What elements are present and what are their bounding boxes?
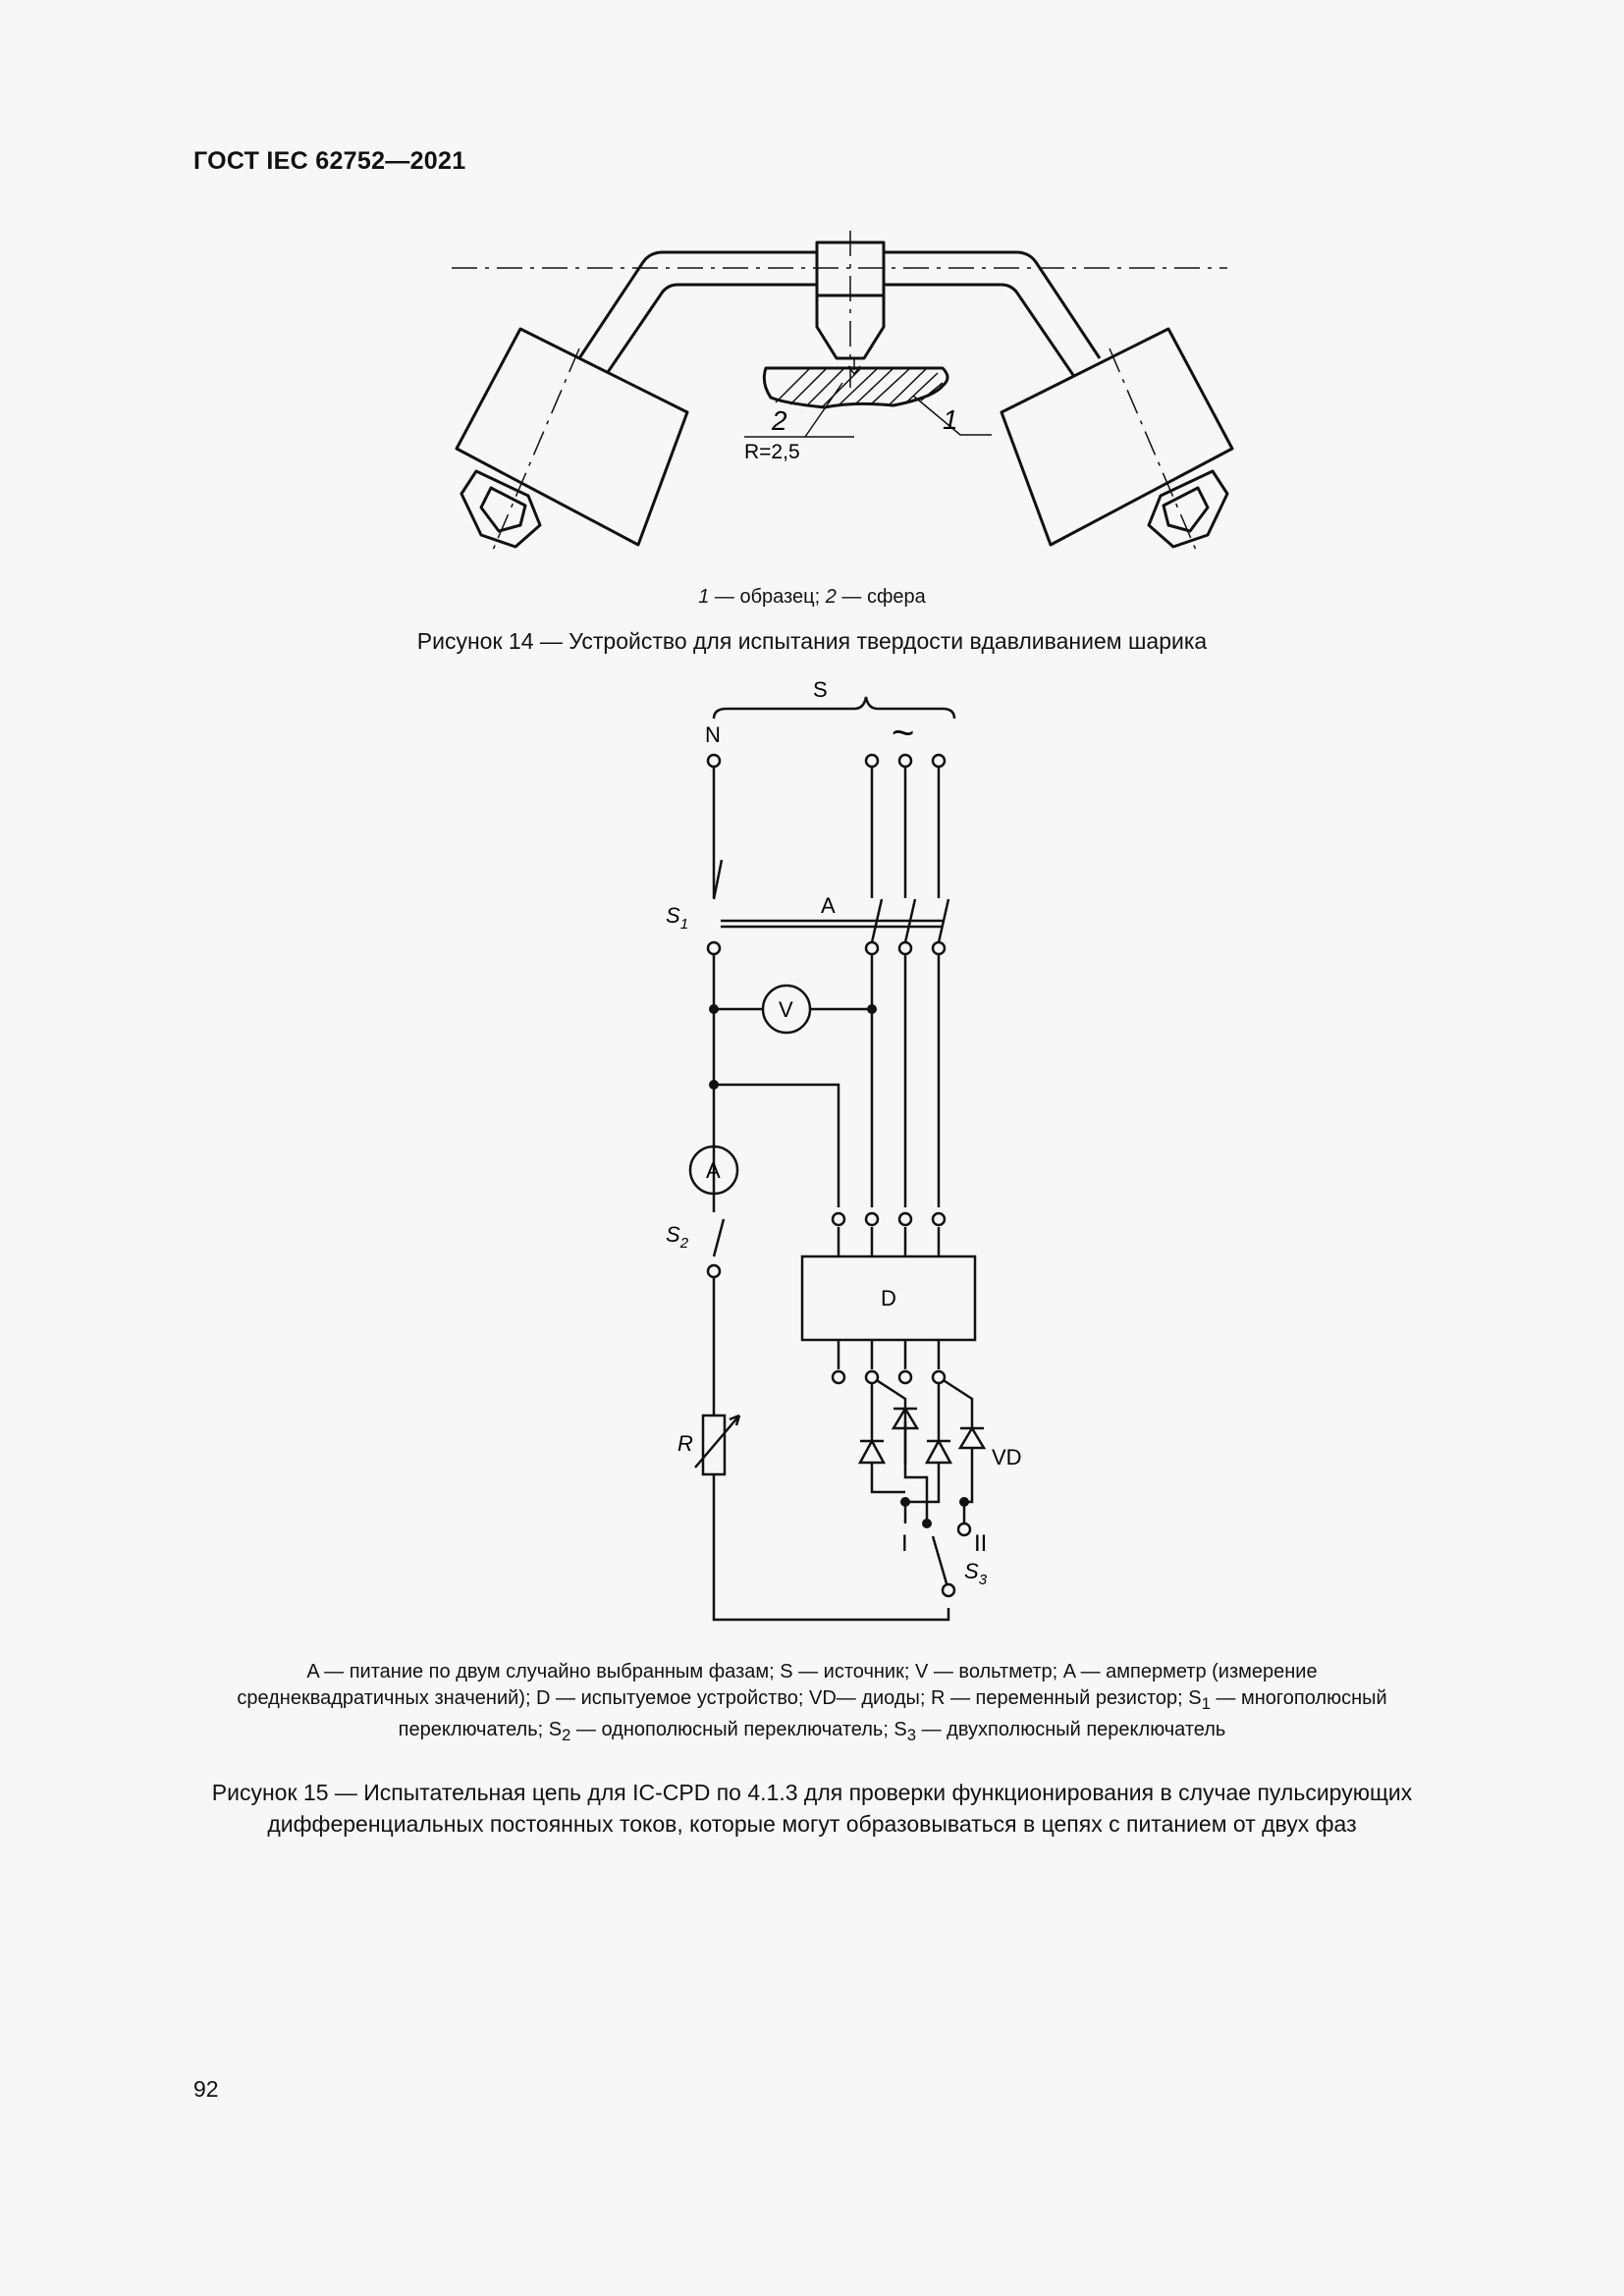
legend-line-3: переключатель; $S_2$ — однополюсный переключатель; $S_3$ — двухполюсный переключатель [398, 1719, 1226, 1744]
figure-15-legend [196, 1659, 1428, 1748]
label-s3: $S_3$ [964, 1559, 988, 1588]
figure-15-circuit [648, 677, 1060, 1639]
label-position-1: I [901, 1530, 908, 1557]
label-phase-a: A [821, 893, 836, 918]
label-2: 2 [772, 405, 787, 436]
label-diodes: VD [992, 1445, 1022, 1469]
label-tilde: ~ [892, 712, 915, 755]
label-s2: $S_2$ [666, 1222, 689, 1252]
label-position-2: II [974, 1530, 988, 1557]
label-s1: $S_1$ [666, 903, 689, 933]
legend-line-1: A — питание по двум случайно выбранным фазам; S — источник; V — вольтметр; A — амперметр (измерение [306, 1661, 1318, 1682]
label-device: D [881, 1286, 896, 1310]
figure-15-caption: Рисунок 15 — Испытательная цепь для IC-CPD по 4.1.3 для проверки функционирования в случае пульсирующих дифференциальных постоянных токов, которые могут образовываться в цепях с питанием от двух фаз [211, 1780, 1413, 1837]
label-voltmeter: V [779, 997, 793, 1022]
document-header: ГОСТ IEC 62752—2021 [193, 147, 466, 175]
label-resistor: R [677, 1431, 693, 1456]
label-source: S [813, 677, 828, 702]
label-neutral: N [705, 722, 721, 747]
figure-14-legend: 1 — образец; 2 — сфера [698, 586, 926, 608]
label-ammeter: A [706, 1158, 721, 1183]
legend-line-2: среднеквадратичных значений); D — испытуемое устройство; VD— диоды; R — переменный резистор; $S_1$ — многополюсный [237, 1687, 1387, 1713]
figure-14-caption: Рисунок 14 — Устройство для испытания твердости вдавливанием шарика [416, 628, 1208, 654]
page-number: 92 [193, 2076, 219, 2102]
label-1: 1 [943, 404, 958, 435]
figure-14-drawing [432, 231, 1257, 560]
radius-label: R=2,5 [744, 441, 800, 463]
